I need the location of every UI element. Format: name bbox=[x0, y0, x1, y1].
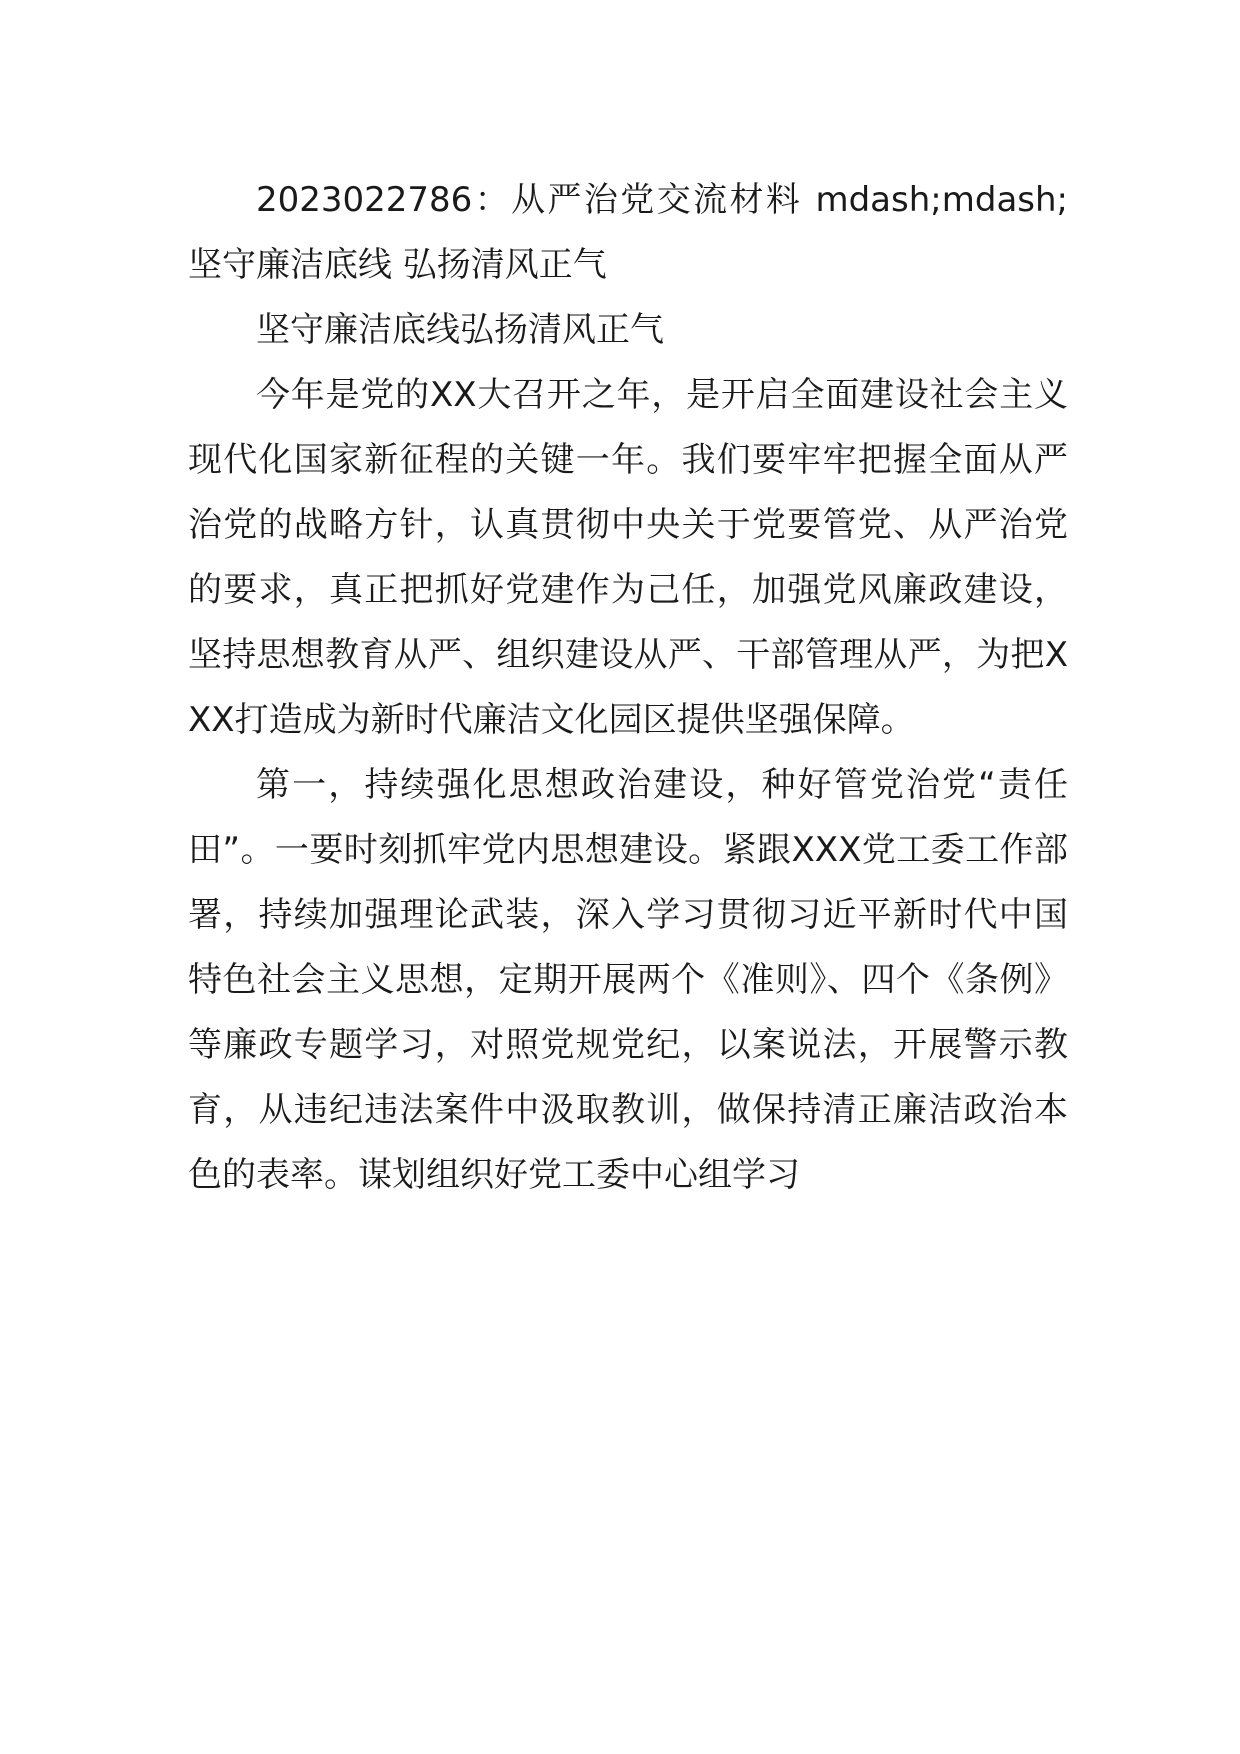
body-paragraph: 第一，持续强化思想政治建设，种好管党治党“责任田”。一要时刻抓牢党内思想建设。紧跟XXX党工委工作部署，持续加强理论武装，深入学习贯彻习近平新时代中国特色社会主义思想，定期开展两个《准则》、四个《条例》等廉政专题学习，对照党规党纪，以案说法，开展警示教育，从违纪违法案件中汲取教训，做保持清正廉洁政治本色的表率。谋划组织好党工委中心组学习 bbox=[188, 765, 1068, 1195]
document-body bbox=[188, 168, 1068, 1208]
document-header-line: 2023022786：从严治党交流材料 mdash;mdash;坚守廉洁底线 弘扬清风正气 bbox=[188, 180, 1068, 285]
body-paragraph: 今年是党的XX大召开之年，是开启全面建设社会主义现代化国家新征程的关键一年。我们要牢牢把握全面从严治党的战略方针，认真贯彻中央关于党要管党、从严治党的要求，真正把抓好党建作为己任，加强党风廉政建设，坚持思想教育从严、组织建设从严、干部管理从严，为把XXX打造成为新时代廉洁文化园区提供坚强保障。 bbox=[188, 375, 1068, 740]
document-title: 坚守廉洁底线弘扬清风正气 bbox=[256, 310, 664, 350]
